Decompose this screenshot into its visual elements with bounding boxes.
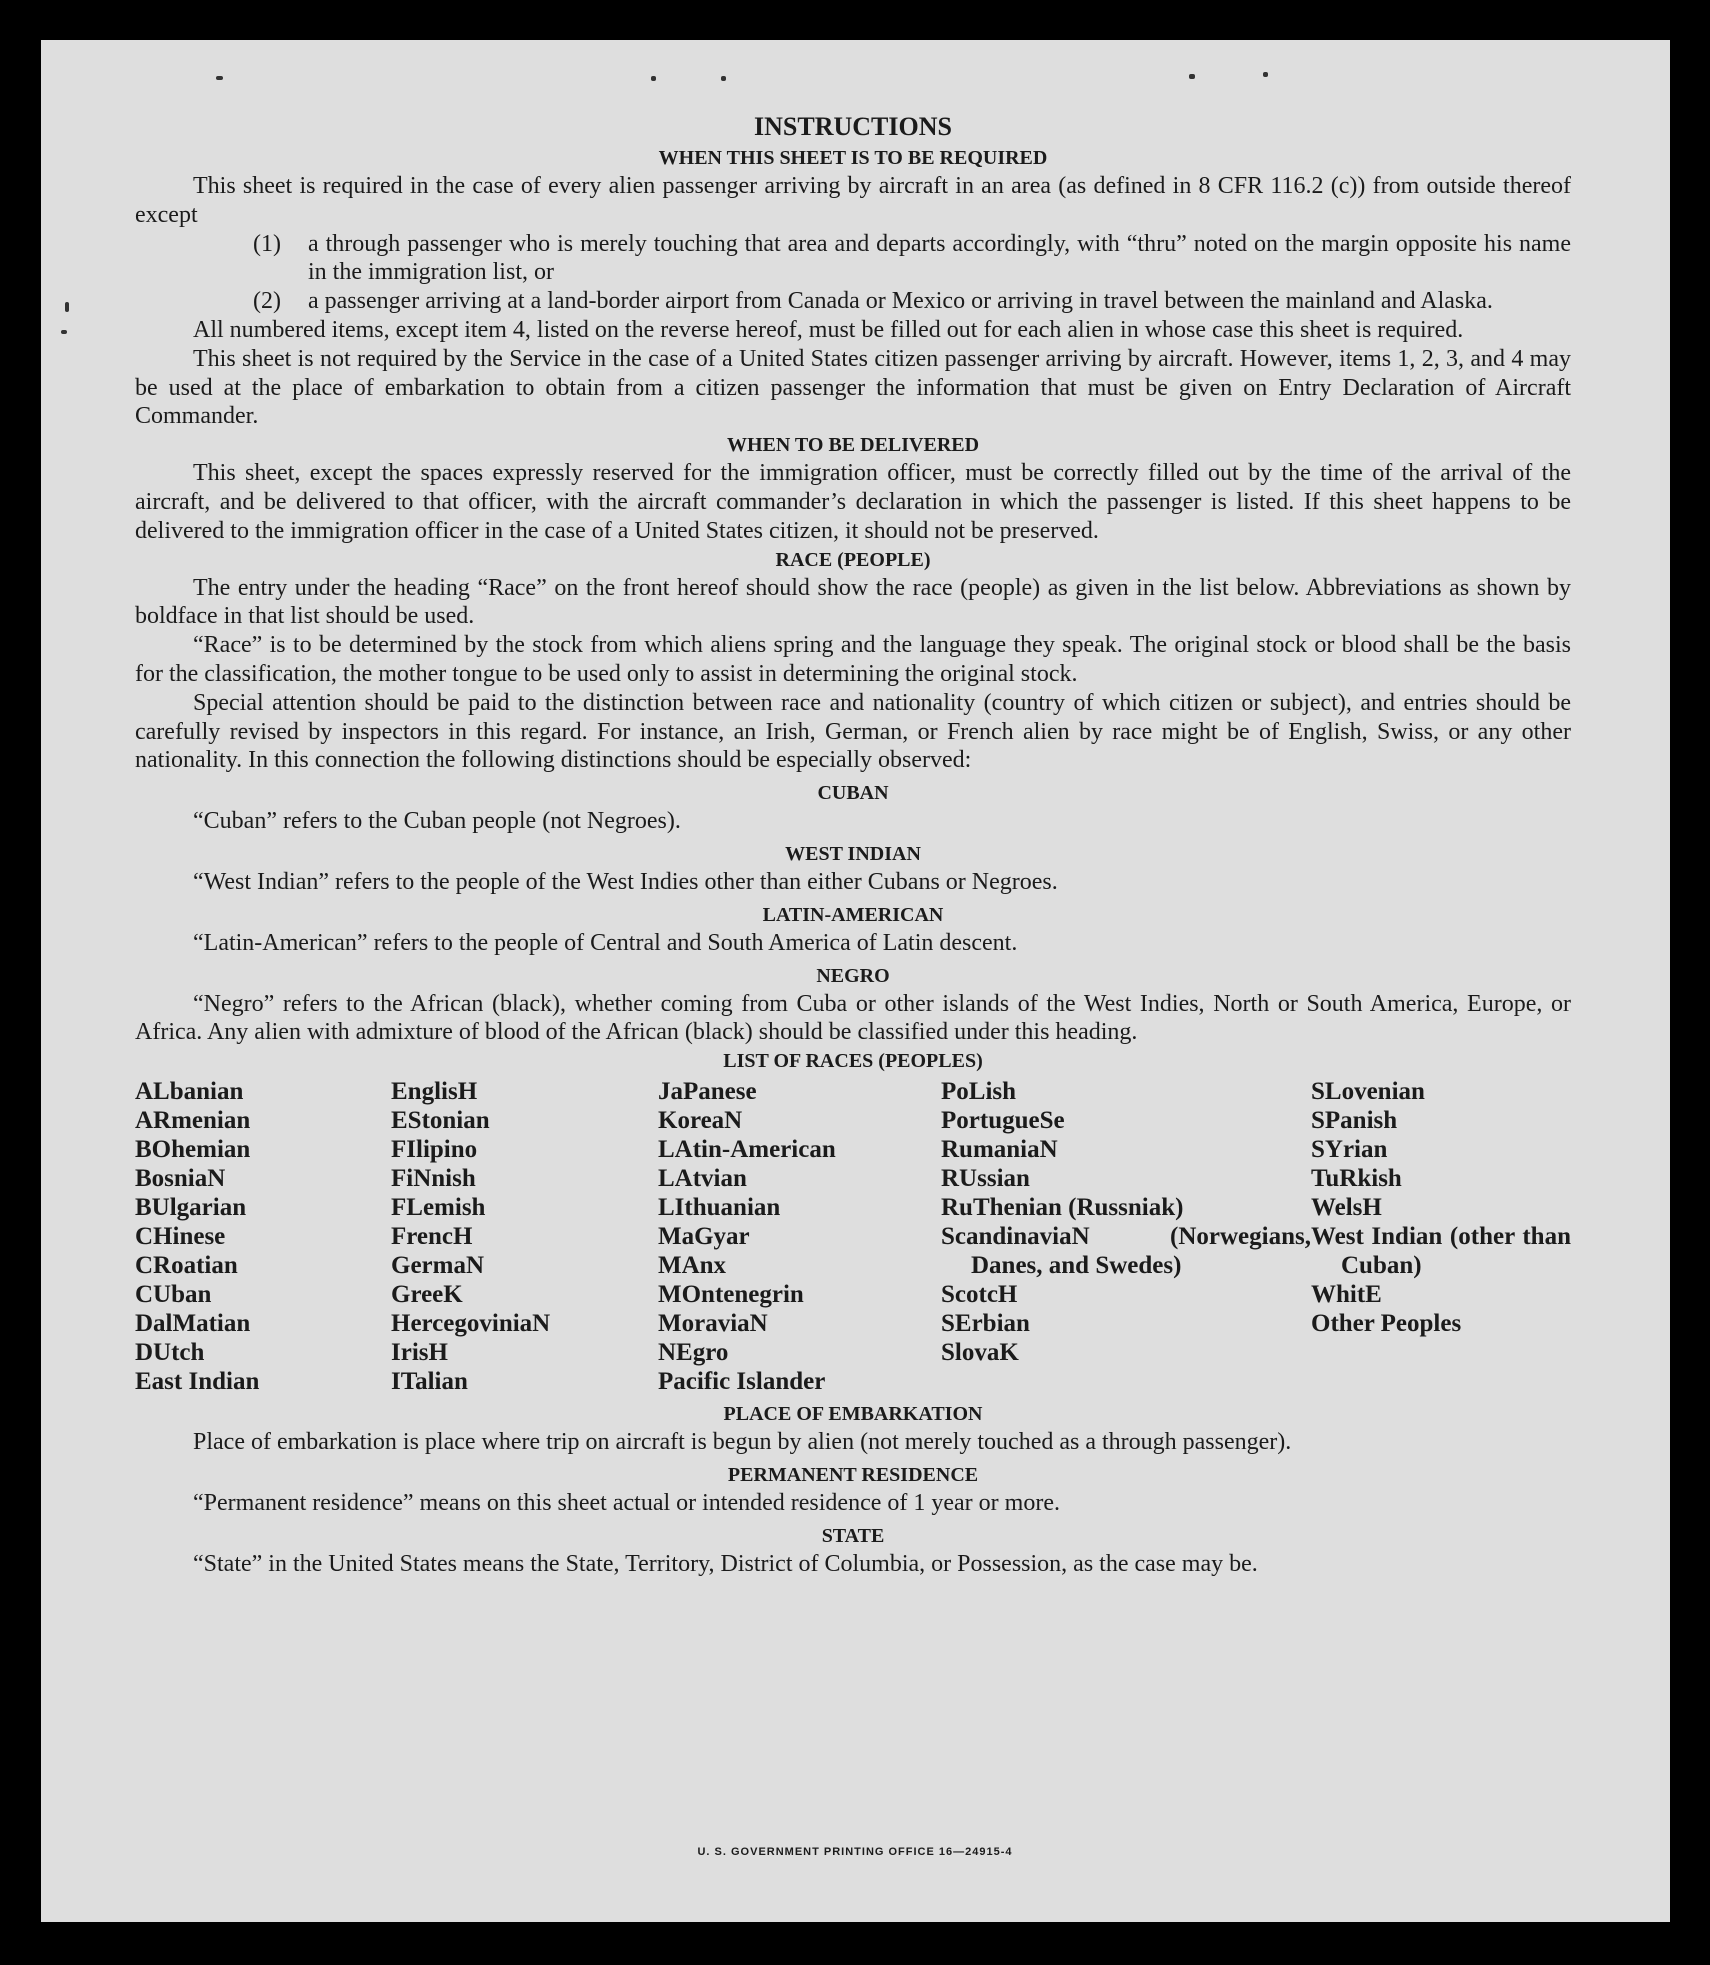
ink-speck — [651, 76, 656, 81]
race-entry: NEgro — [658, 1339, 729, 1367]
race-entry: MOntenegrin — [658, 1281, 804, 1309]
race-entry: ITalian — [391, 1368, 468, 1396]
paragraph: This sheet is required in the case of every alien passenger arriving by aircraft in an area (as defined in 8 CFR 116.2 (c)) from outside thereof except — [135, 173, 1571, 228]
race-entry: WhitE — [1311, 1281, 1382, 1309]
race-entry: SLovenian — [1311, 1078, 1425, 1106]
section-heading-when-required: WHEN THIS SHEET IS TO BE REQUIRED — [658, 147, 1048, 169]
ink-speck — [1189, 74, 1195, 79]
race-entry: JaPanese — [658, 1078, 757, 1106]
race-entry: BUlgarian — [135, 1194, 247, 1222]
section-heading-state: STATE — [821, 1524, 885, 1547]
race-entry: SErbian — [941, 1310, 1030, 1338]
item-number: (1) — [253, 230, 281, 257]
race-entry: DUtch — [135, 1339, 205, 1367]
section-heading-when-delivered: WHEN TO BE DELIVERED — [726, 434, 980, 457]
race-entry: BOhemian — [135, 1136, 251, 1164]
race-entry: EStonian — [391, 1107, 490, 1135]
races-column — [1311, 1077, 1571, 1396]
ink-speck — [1263, 72, 1268, 77]
ink-speck — [216, 76, 223, 80]
race-entry: BosniaN — [135, 1165, 226, 1193]
race-entry: EnglisH — [391, 1078, 478, 1106]
ink-speck — [721, 76, 726, 81]
section-heading-residence: PERMANENT RESIDENCE — [727, 1463, 979, 1486]
race-entry: MAnx — [658, 1252, 727, 1280]
paragraph: Special attention should be paid to the distinction between race and nationality (country of which citizen or subject), and entries should be carefully revised by inspectors in this regard. For instance, an Irish, German, or French alien by race might be of English, Swiss, or any other nationality. In this connection the following distinctions should be especially observed: — [135, 689, 1571, 774]
ink-speck — [65, 302, 69, 312]
race-entry: FLemish — [391, 1194, 486, 1222]
paragraph: “State” in the United States means the State, Territory, District of Columbia, or Possession, as the case may be. — [193, 1550, 1258, 1577]
item-text: a through passenger who is merely touching that area and departs accordingly, with “thru” noted on the margin opposite his name in the immigration list, or — [308, 230, 1571, 286]
race-entry: GreeK — [391, 1281, 463, 1309]
section-heading-latin-american: LATIN-AMERICAN — [762, 903, 944, 926]
race-entry: LAtin-American — [658, 1136, 836, 1164]
section-heading-cuban: CUBAN — [817, 782, 889, 805]
races-column — [391, 1077, 658, 1396]
paragraph: Place of embarkation is place where trip on aircraft is begun by alien (not merely touched as a through passenger). — [193, 1429, 1292, 1456]
race-entry: KoreaN — [658, 1107, 743, 1135]
paragraph: “Permanent residence” means on this sheet actual or intended residence of 1 year or more. — [193, 1489, 1060, 1516]
list-item — [135, 230, 1571, 288]
paragraph: “Cuban” refers to the Cuban people (not Negroes). — [193, 808, 681, 835]
paragraph: This sheet is not required by the Service in the case of a United States citizen passenger arriving by aircraft. However, items 1, 2, 3, and 4 may be used at the place of embarkation to obtain from a citizen passenger the information that must be given on Entry Declaration of Aircraft Commander. — [135, 345, 1571, 430]
race-entry: PoLish — [941, 1078, 1017, 1106]
race-entry: SlovaK — [941, 1339, 1019, 1367]
races-column — [658, 1077, 941, 1396]
race-entry: FiNnish — [391, 1165, 476, 1193]
paragraph: “Race” is to be determined by the stock from which aliens spring and the language they speak. The original stock or blood shall be the basis for the classification, the mother tongue to be used only to assist in determining the original stock. — [135, 632, 1571, 687]
race-entry: RUssian — [941, 1165, 1030, 1193]
race-entry: FrencH — [391, 1223, 473, 1251]
race-entry: ScotcH — [941, 1281, 1018, 1309]
race-entry: LIthuanian — [658, 1194, 781, 1222]
race-entry: Pacific Islander — [658, 1368, 826, 1396]
section-heading-west-indian: WEST INDIAN — [785, 842, 921, 865]
race-entry: WelsH — [1311, 1194, 1382, 1222]
paragraph: “Latin-American” refers to the people of Central and South America of Latin descent. — [193, 929, 1018, 956]
paragraph: This sheet, except the spaces expressly reserved for the immigration officer, must be correctly filled out by the time of the arrival of the aircraft, and be delivered to that officer, with the aircraft commander’s declaration in which the passenger is listed. If this sheet happens to be delivered to the immigration officer in the case of a United States citizen, it should not be preserved. — [135, 460, 1571, 544]
paragraph: “Negro” refers to the African (black), whether coming from Cuba or other islands of the West Indies, North or South America, Europe, or Africa. Any alien with admixture of blood of the African (black) should be classified under this heading. — [135, 990, 1571, 1046]
race-entry: West Indian (other than Cuban) — [1311, 1223, 1571, 1280]
race-entry: CUban — [135, 1281, 212, 1309]
page-title: INSTRUCTIONS — [754, 112, 952, 141]
race-entry: SPanish — [1311, 1107, 1398, 1135]
race-entry: Other Peoples — [1311, 1310, 1462, 1338]
race-entry: IrisH — [391, 1339, 448, 1367]
paragraph: “West Indian” refers to the people of the West Indies other than either Cubans or Negroes. — [193, 868, 1058, 895]
race-entry: MaGyar — [658, 1223, 750, 1251]
list-item — [135, 287, 1571, 316]
race-entry: ARmenian — [135, 1107, 251, 1135]
printer-imprint: U. S. GOVERNMENT PRINTING OFFICE 16—24915-4 — [697, 1846, 1013, 1858]
section-heading-negro: NEGRO — [816, 964, 890, 987]
race-entry: DalMatian — [135, 1310, 251, 1338]
paragraph: The entry under the heading “Race” on the front hereof should show the race (people) as given in the list below. Abbreviations as shown by boldface in that list should be used. — [135, 574, 1571, 630]
races-column — [941, 1077, 1311, 1396]
race-entry: CRoatian — [135, 1252, 238, 1280]
race-entry: MoraviaN — [658, 1310, 768, 1338]
race-entry: RumaniaN — [941, 1136, 1058, 1164]
section-heading-list-of-races: LIST OF RACES (PEOPLES) — [723, 1050, 983, 1073]
races-list — [135, 1077, 1571, 1396]
race-entry: LAtvian — [658, 1165, 747, 1193]
races-column — [135, 1077, 391, 1396]
race-entry: FIlipino — [391, 1136, 478, 1164]
section-heading-race: RACE (PEOPLE) — [775, 548, 931, 571]
race-entry: HercegoviniaN — [391, 1310, 551, 1338]
race-entry: East Indian — [135, 1368, 260, 1396]
section-heading-embarkation: PLACE OF EMBARKATION — [723, 1403, 983, 1426]
race-entry: GermaN — [391, 1252, 485, 1280]
item-number: (2) — [253, 288, 281, 315]
race-entry: CHinese — [135, 1223, 226, 1251]
race-entry: ScandinaviaN (Norwegians, Danes, and Swedes) — [941, 1223, 1311, 1280]
ink-speck — [61, 330, 67, 334]
race-entry: PortugueSe — [941, 1107, 1065, 1135]
race-entry: TuRkish — [1311, 1165, 1402, 1193]
race-entry: SYrian — [1311, 1136, 1388, 1164]
paragraph: All numbered items, except item 4, listed on the reverse hereof, must be filled out for each alien in whose case this sheet is required. — [193, 316, 1464, 343]
item-text: a passenger arriving at a land-border airport from Canada or Mexico or arriving in travel between the mainland and Alaska. — [308, 288, 1493, 315]
race-entry: RuThenian (Russniak) — [941, 1194, 1184, 1222]
race-entry: ALbanian — [135, 1078, 244, 1106]
instructions-content — [135, 112, 1571, 1579]
